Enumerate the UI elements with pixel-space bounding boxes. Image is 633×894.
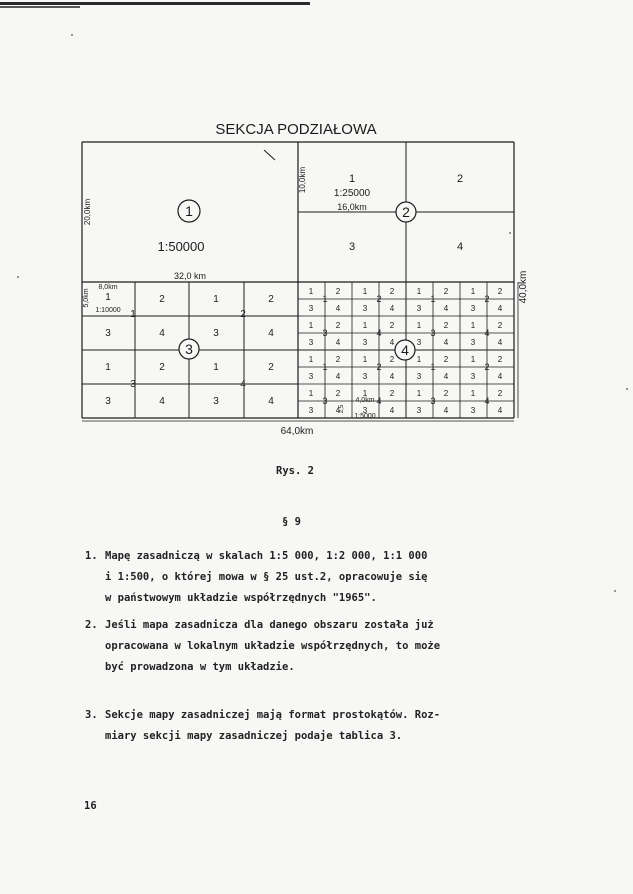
sheet-5k-group-label: 4	[376, 328, 382, 338]
sheet-5k-label: 4	[335, 406, 341, 415]
paragraph-line: opracowana w lokalnym układzie współrzędnych, to może	[105, 640, 441, 652]
sheet-5k-label: 4	[443, 372, 449, 381]
sheet-5k-group-label: 2	[376, 294, 382, 304]
section-heading: § 9	[282, 516, 301, 528]
pen-mark	[264, 150, 275, 160]
sheet-10k-label: 4	[268, 328, 274, 339]
sheet-5k-group-label: 4	[484, 328, 490, 338]
sheet-25k-3: 3	[348, 241, 356, 253]
sheet-5k-label: 4	[335, 338, 341, 347]
sheet-5k-label: 4	[443, 406, 449, 415]
dimension-32km: 32,0 km	[173, 271, 207, 281]
paragraph-1	[85, 546, 495, 609]
scale-1-50000: 1:50000	[157, 239, 205, 254]
sheet-10k-label: 3	[105, 328, 111, 339]
sheet-5k-label: 2	[443, 287, 449, 296]
sheet-10k-label: 2	[268, 362, 274, 373]
dimension-16km: 16,0km	[337, 202, 367, 212]
sheet-5k-label: 1	[416, 389, 422, 398]
sheet-5k-label: 2	[335, 287, 341, 296]
sheet-5k-group-label: 1	[322, 362, 328, 372]
scan-speck	[17, 276, 19, 278]
paragraph-line: być prowadzona w tym układzie.	[105, 661, 295, 673]
sheet-5k-label: 4	[335, 304, 341, 313]
sheet-5k-group-label: 3	[430, 328, 436, 338]
sheet-5k-label: 3	[416, 338, 422, 347]
sheet-5k-label: 3	[308, 304, 314, 313]
dimension-2-5km: 2,5	[339, 404, 345, 414]
sheet-10k-label: 3	[213, 396, 219, 407]
figure-caption: Rys. 2	[276, 465, 314, 477]
sheet-10k-label: 1	[213, 362, 219, 373]
sheet-5k-label: 1	[470, 287, 476, 296]
circle-4-label: 4	[401, 342, 409, 358]
sheet-5k-label: 3	[362, 372, 368, 381]
dimension-40km: 40,0km	[518, 270, 529, 304]
sheet-5k-group-label: 2	[376, 362, 382, 372]
sheet-5k-group-label: 1	[430, 362, 436, 372]
sheet-10k-label: 4	[159, 328, 165, 339]
sheet-5k-label: 3	[416, 372, 422, 381]
sheet-5k-label: 4	[497, 304, 503, 313]
sheet-5k-label: 1	[308, 287, 314, 296]
dimension-5km: 5,0km	[83, 288, 90, 308]
paragraph-line: Mapę zasadniczą w skalach 1:5 000, 1:2 000, 1:1 000	[105, 550, 428, 562]
sheet-10k-label: 3	[105, 396, 111, 407]
sheet-5k-label: 2	[335, 389, 341, 398]
sheet-5k-label: 2	[497, 287, 503, 296]
paragraph-line: Jeśli mapa zasadnicza dla danego obszaru została już	[105, 619, 434, 631]
sheet-5k-group-label: 3	[322, 396, 328, 406]
sheet-5k-label: 3	[308, 406, 314, 415]
sheet-5k-label: 3	[308, 338, 314, 347]
scale-1-25000: 1:25000	[333, 188, 371, 199]
sheet-5k-label: 4	[497, 338, 503, 347]
sheet-5k-label: 3	[362, 304, 368, 313]
circle-2-label: 2	[402, 204, 410, 220]
sheet-5k-label: 3	[470, 372, 476, 381]
sheet-5k-group-label: 2	[484, 294, 490, 304]
paragraph-line: i 1:500, o której mowa w § 25 ust.2, opracowuje się	[105, 571, 428, 583]
sheet-5k-label: 1	[470, 321, 476, 330]
sheet-5k-group-label: 4	[484, 396, 490, 406]
sheet-5k-label: 1	[470, 389, 476, 398]
sheet-10k-group-label: 2	[240, 309, 246, 320]
paragraph-number: 3.	[85, 709, 98, 721]
sheet-10k-group-label: 4	[240, 379, 246, 390]
sheet-5k-label: 2	[335, 321, 341, 330]
dimension-10km: 10,0km	[298, 166, 307, 194]
sheet-5k-label: 2	[443, 389, 449, 398]
scale-1-10000: 1:10000	[95, 307, 121, 314]
sheet-5k-group-label: 2	[484, 362, 490, 372]
sheet-5k-label: 4	[497, 406, 503, 415]
sheet-5k-label: 4	[389, 338, 395, 347]
sheet-5k-label: 1	[308, 389, 314, 398]
sheet-5k-label: 2	[443, 321, 449, 330]
sheet-5k-label: 3	[470, 304, 476, 313]
sheet-5k-label: 4	[389, 372, 395, 381]
sheet-5k-label: 1	[416, 321, 422, 330]
sheet-5k-group-label: 3	[430, 396, 436, 406]
sheet-10k-label: 4	[159, 396, 165, 407]
sheet-5k-label: 1	[470, 355, 476, 364]
sheet-5k-group-label: 1	[430, 294, 436, 304]
sheet-5k-label: 3	[470, 406, 476, 415]
sheet-5k-label: 2	[497, 321, 503, 330]
sheet-5k-group-label: 1	[322, 294, 328, 304]
sheet-5k-label: 1	[362, 389, 368, 398]
paragraph-number: 1.	[85, 550, 98, 562]
paragraph-number: 2.	[85, 619, 98, 631]
scan-speck	[614, 590, 616, 592]
sheet-5k-label: 2	[389, 321, 395, 330]
sheet-10k-label: 1	[105, 362, 111, 373]
sheet-5k-label: 4	[443, 338, 449, 347]
scan-speck	[71, 34, 73, 36]
sheet-5k-label: 3	[416, 406, 422, 415]
sheet-10k-label: 2	[159, 362, 165, 373]
paragraph-2	[85, 615, 495, 678]
sheet-5k-label: 1	[362, 355, 368, 364]
sheet-5k-label: 4	[389, 304, 395, 313]
sheet-5k-label: 1	[362, 321, 368, 330]
sheet-10k-label: 2	[159, 294, 165, 305]
paragraph-line: Sekcje mapy zasadniczej mają format prostokątów. Roz-	[105, 709, 441, 721]
sheet-5k-label: 4	[389, 406, 395, 415]
sheet-25k-1: 1	[348, 173, 356, 185]
sheet-5k-label: 1	[308, 355, 314, 364]
sheet-5k-label: 2	[389, 287, 395, 296]
circle-3-label: 3	[185, 341, 193, 357]
paragraph-line: miary sekcji mapy zasadniczej podaje tablica 3.	[105, 730, 403, 742]
sheet-10k-label: 3	[213, 328, 219, 339]
sheet-10k-label: 1	[105, 292, 111, 303]
page-number: 16	[84, 800, 97, 812]
paragraph-line: w państwowym układzie współrzędnych "1965".	[105, 592, 377, 604]
sheet-5k-label: 1	[416, 287, 422, 296]
paragraph-3	[85, 705, 495, 747]
sheet-5k-label: 3	[470, 338, 476, 347]
scan-speck	[626, 388, 628, 390]
sheet-5k-label: 2	[389, 389, 395, 398]
sheet-5k-label: 4	[443, 304, 449, 313]
sheet-5k-label: 3	[362, 338, 368, 347]
sheet-5k-label: 4	[335, 372, 341, 381]
sheet-5k-label: 4	[497, 372, 503, 381]
sheet-5k-group-label: 3	[322, 328, 328, 338]
sheet-5k-label: 3	[416, 304, 422, 313]
sheet-10k-group-label: 3	[130, 379, 136, 390]
sheet-5k-group-label: 4	[376, 396, 382, 406]
figure-title: SEKCJA PODZIAŁOWA	[215, 121, 377, 138]
sheet-10k-label: 2	[268, 294, 274, 305]
sheet-10k-label: 4	[268, 396, 274, 407]
sheet-5k-label: 2	[335, 355, 341, 364]
sheet-5k-label: 3	[308, 372, 314, 381]
sheet-5k-label: 1	[362, 287, 368, 296]
dimension-8km: 8,0km	[98, 284, 118, 291]
scan-speck	[509, 232, 511, 234]
sheet-5k-label: 2	[443, 355, 449, 364]
sheet-25k-2: 2	[456, 173, 464, 185]
sheet-5k-label: 1	[308, 321, 314, 330]
circle-1-label: 1	[185, 203, 193, 219]
sheet-10k-group-label: 1	[130, 309, 136, 320]
sheet-5k-label: 2	[497, 389, 503, 398]
sheet-5k-label: 1	[416, 355, 422, 364]
sheet-25k-4: 4	[456, 241, 464, 253]
dimension-4km: 4,0km	[355, 397, 375, 404]
dimension-64km: 64,0km	[280, 426, 314, 437]
sheet-5k-label: 2	[497, 355, 503, 364]
dimension-20km: 20,0km	[83, 198, 92, 226]
sheet-5k-label: 3	[362, 406, 368, 415]
sheet-10k-label: 1	[213, 294, 219, 305]
scale-1-5000: 1:5000	[354, 413, 376, 420]
sheet-5k-label: 2	[389, 355, 395, 364]
